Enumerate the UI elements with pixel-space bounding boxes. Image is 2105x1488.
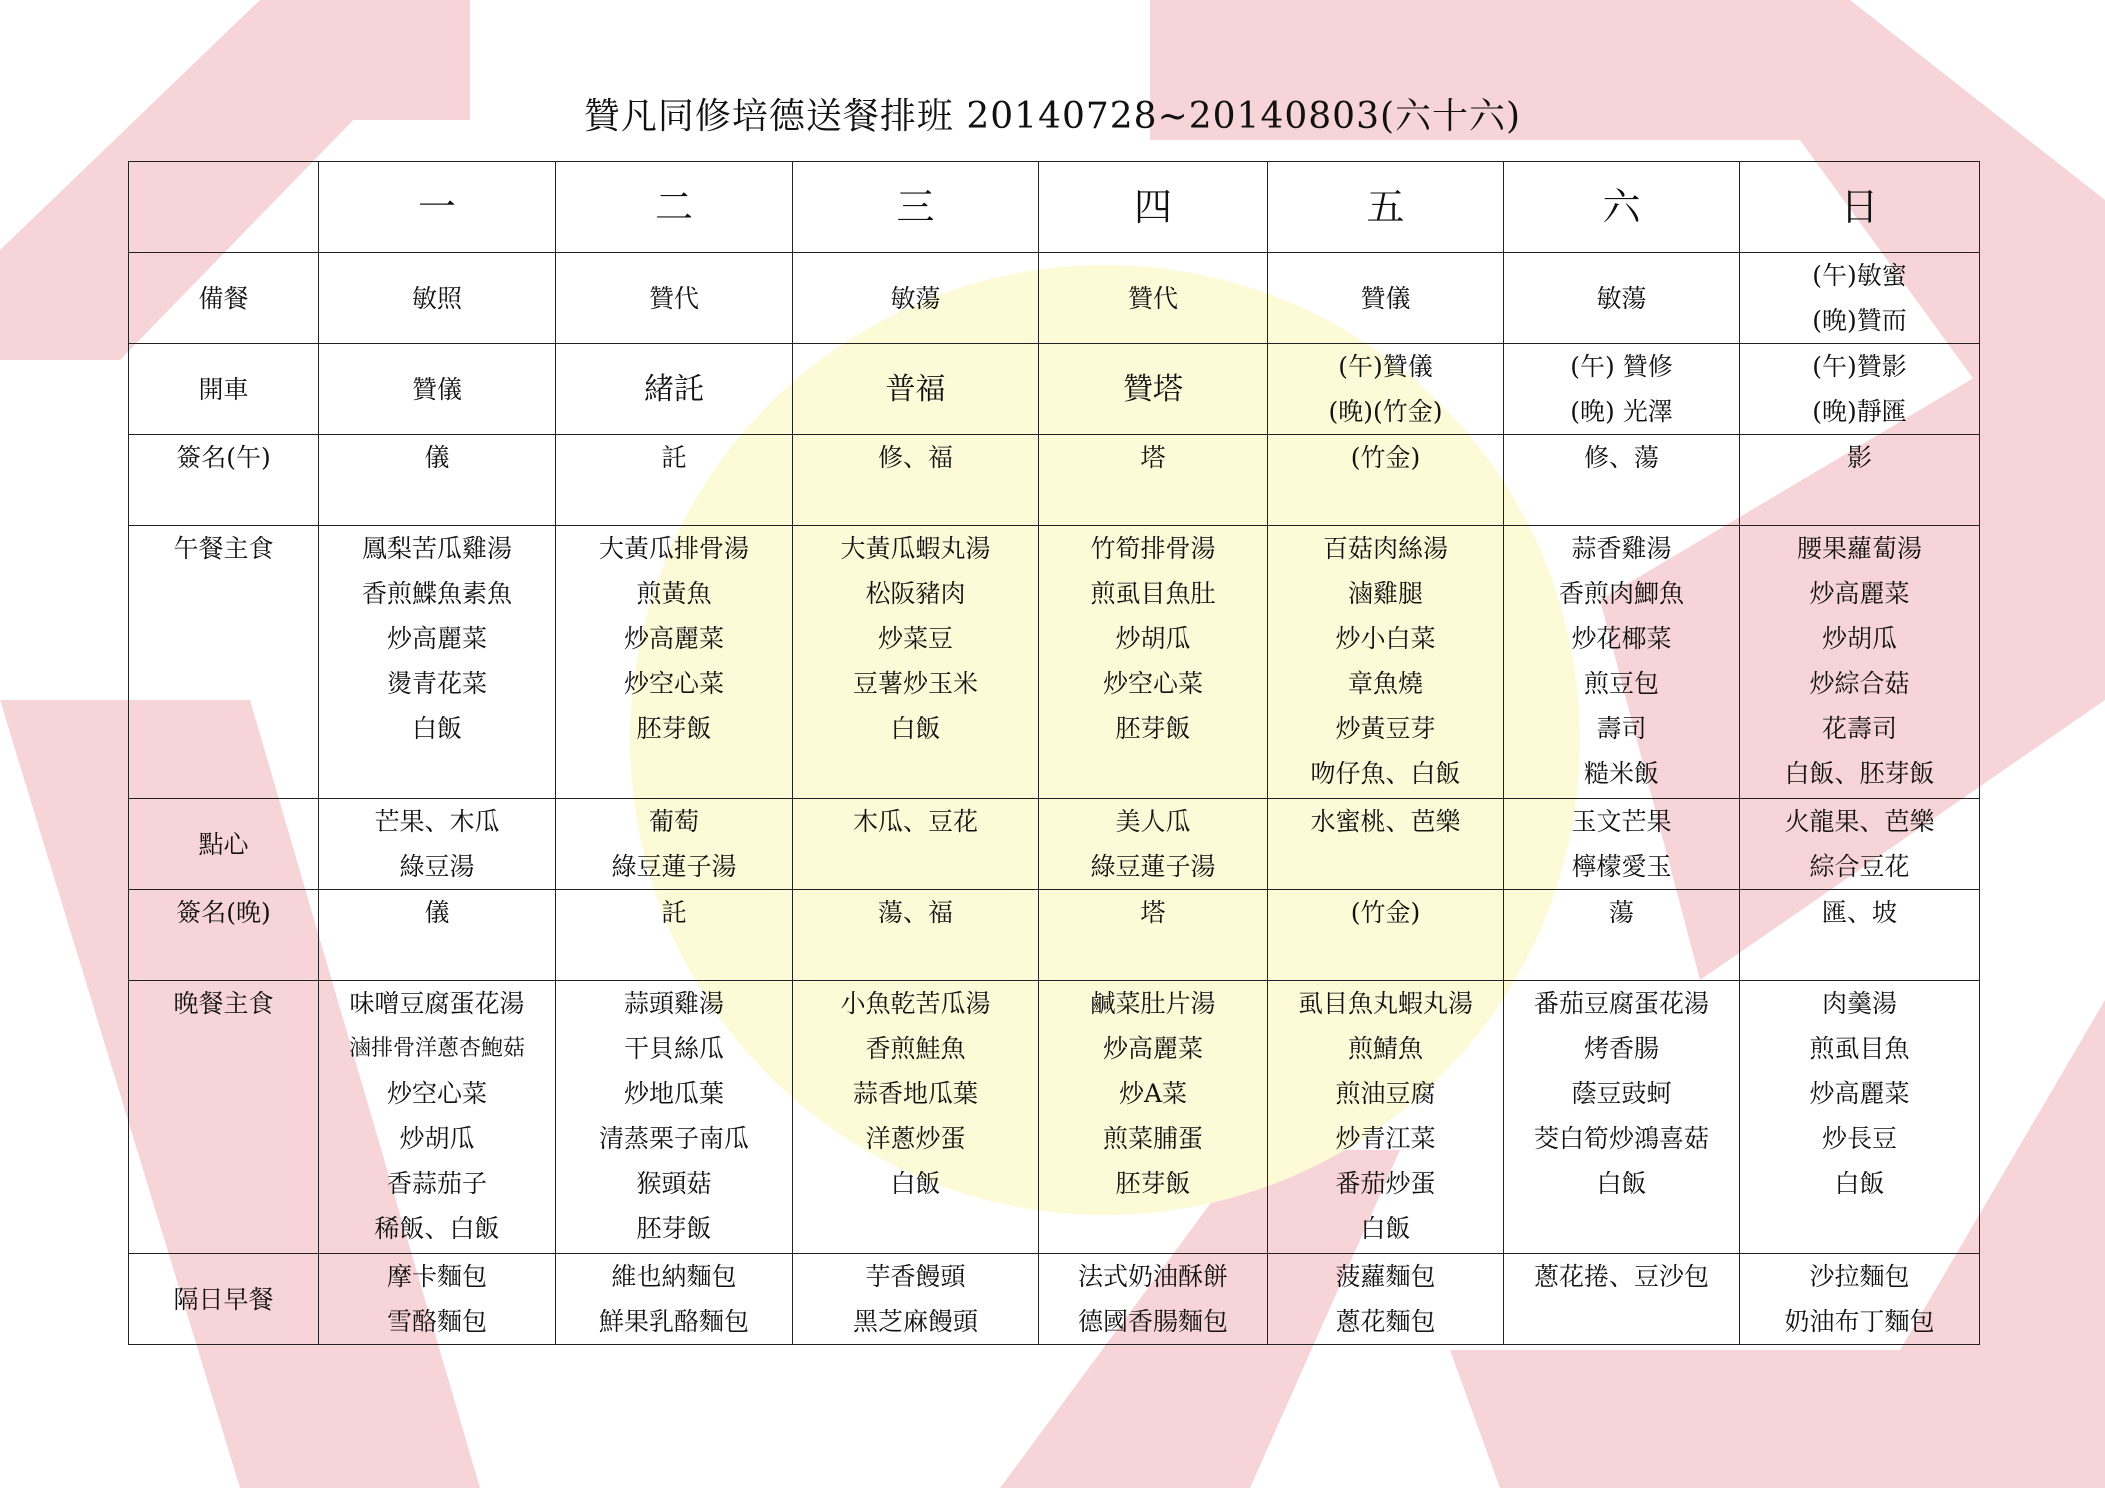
menu-item: 胚芽飯 bbox=[1115, 1169, 1191, 1198]
menu-item: 番茄豆腐蛋花湯 bbox=[1533, 989, 1709, 1018]
breakfast-cell bbox=[319, 1254, 556, 1345]
row-sign-dinner bbox=[129, 890, 1980, 981]
menu-item: 木瓜、豆花 bbox=[852, 807, 978, 836]
lunch-cell bbox=[1504, 526, 1740, 799]
snack-cell bbox=[556, 799, 793, 890]
menu-item: 鳳梨苦瓜雞湯 bbox=[361, 534, 512, 563]
dinner-cell bbox=[1504, 981, 1740, 1254]
sign-lunch-cell: (竹金) bbox=[1268, 435, 1504, 526]
menu-item: 竹筍排骨湯 bbox=[1090, 534, 1216, 563]
menu-item: 白飯 bbox=[1834, 1169, 1885, 1198]
menu-item: 香蒜茄子 bbox=[386, 1169, 487, 1198]
breakfast-cell bbox=[793, 1254, 1039, 1345]
row-label-sign-lunch: 簽名(午) bbox=[129, 435, 319, 526]
prep-cell bbox=[1039, 253, 1268, 344]
prep-cell bbox=[319, 253, 556, 344]
day-header: 三 bbox=[793, 162, 1039, 253]
prep-cell bbox=[1504, 253, 1740, 344]
dinner-cell bbox=[793, 981, 1039, 1254]
lunch-cell bbox=[1039, 526, 1268, 799]
menu-item: 炒胡瓜 bbox=[1821, 624, 1897, 653]
snack-cell bbox=[319, 799, 556, 890]
day-header: 二 bbox=[556, 162, 793, 253]
row-label-drive: 開車 bbox=[129, 344, 319, 435]
menu-item: 胚芽飯 bbox=[636, 1214, 712, 1243]
sign-dinner-cell: 蕩、福 bbox=[793, 890, 1039, 981]
menu-item: 煎鯖魚 bbox=[1347, 1034, 1423, 1063]
cell-line: 緒託 bbox=[644, 371, 704, 407]
row-snack bbox=[129, 799, 1980, 890]
row-label-snack: 點心 bbox=[129, 799, 319, 890]
breakfast-cell bbox=[1740, 1254, 1980, 1345]
menu-item: 炒地瓜葉 bbox=[623, 1079, 724, 1108]
cell-line: 敏蕩 bbox=[1596, 283, 1647, 313]
menu-item: 煎虱目魚 bbox=[1809, 1034, 1910, 1063]
cell-line: 贊代 bbox=[648, 283, 699, 313]
menu-item: 沙拉麵包 bbox=[1809, 1262, 1910, 1291]
menu-item: 燙青花菜 bbox=[386, 669, 487, 698]
menu-item: 胚芽飯 bbox=[636, 714, 712, 743]
menu-item: 糙米飯 bbox=[1583, 759, 1659, 788]
menu-item: 炒青江菜 bbox=[1335, 1124, 1436, 1153]
menu-item: 味噌豆腐蛋花湯 bbox=[349, 989, 525, 1018]
day-header: 六 bbox=[1504, 162, 1740, 253]
menu-item: 炒胡瓜 bbox=[399, 1124, 475, 1153]
drive-cell bbox=[1039, 344, 1268, 435]
menu-item: 炒A菜 bbox=[1118, 1079, 1188, 1108]
menu-item: 烤香腸 bbox=[1583, 1034, 1659, 1063]
lunch-cell bbox=[319, 526, 556, 799]
sign-lunch-cell: 修、蕩 bbox=[1504, 435, 1740, 526]
snack-cell bbox=[1268, 799, 1504, 890]
menu-item: 茭白筍炒鴻喜菇 bbox=[1533, 1124, 1709, 1153]
corner-cell bbox=[129, 162, 319, 253]
menu-item: 蒜香雞湯 bbox=[1571, 534, 1672, 563]
menu-item: 大黃瓜蝦丸湯 bbox=[840, 534, 991, 563]
cell-line: (晚)贊而 bbox=[1812, 306, 1907, 335]
menu-item: 白飯 bbox=[411, 714, 462, 743]
menu-item: 白飯 bbox=[1360, 1214, 1411, 1243]
snack-cell bbox=[1504, 799, 1740, 890]
menu-item: 芋香饅頭 bbox=[865, 1262, 966, 1291]
menu-item: 摩卡麵包 bbox=[386, 1262, 487, 1291]
menu-item: 干貝絲瓜 bbox=[623, 1034, 724, 1063]
prep-cell bbox=[1740, 253, 1980, 344]
dinner-cell bbox=[556, 981, 793, 1254]
cell-line: 普福 bbox=[885, 371, 946, 407]
sign-dinner-cell: 儀 bbox=[319, 890, 556, 981]
prep-cell bbox=[1268, 253, 1504, 344]
cell-line: 贊代 bbox=[1127, 283, 1178, 313]
row-label-lunch: 午餐主食 bbox=[129, 526, 319, 799]
menu-item: 白飯 bbox=[890, 1169, 941, 1198]
menu-item: 小魚乾苦瓜湯 bbox=[840, 989, 991, 1018]
menu-item: 炒菜豆 bbox=[877, 624, 953, 653]
menu-item: 炒長豆 bbox=[1821, 1124, 1897, 1153]
cell-line: 贊儀 bbox=[411, 374, 462, 404]
snack-cell bbox=[1740, 799, 1980, 890]
menu-item: 法式奶油酥餅 bbox=[1077, 1262, 1228, 1291]
menu-item: 炒空心菜 bbox=[623, 669, 724, 698]
menu-item: 菠蘿麵包 bbox=[1335, 1262, 1436, 1291]
row-dinner bbox=[129, 981, 1980, 1254]
sign-lunch-cell: 儀 bbox=[319, 435, 556, 526]
sign-dinner-cell: 託 bbox=[556, 890, 793, 981]
menu-item: 綠豆蓮子湯 bbox=[1090, 852, 1216, 881]
menu-item: 炒綜合菇 bbox=[1809, 669, 1910, 698]
row-label-prep: 備餐 bbox=[129, 253, 319, 344]
breakfast-cell bbox=[1504, 1254, 1740, 1345]
menu-item: 炒高麗菜 bbox=[386, 624, 487, 653]
menu-item: 白飯 bbox=[1596, 1169, 1647, 1198]
drive-cell bbox=[319, 344, 556, 435]
cell-line: (午) 贊修 bbox=[1570, 352, 1673, 381]
day-header: 四 bbox=[1039, 162, 1268, 253]
lunch-cell bbox=[793, 526, 1039, 799]
breakfast-cell bbox=[1039, 1254, 1268, 1345]
menu-item: 腰果蘿蔔湯 bbox=[1796, 534, 1922, 563]
menu-item: 花壽司 bbox=[1821, 714, 1897, 743]
sign-dinner-cell: 匯、坡 bbox=[1740, 890, 1980, 981]
cell-line: (晚)靜匯 bbox=[1812, 397, 1907, 426]
menu-item: 香煎鮭魚 bbox=[865, 1034, 966, 1063]
menu-item: 稀飯、白飯 bbox=[374, 1214, 500, 1243]
menu-item: 煎油豆腐 bbox=[1335, 1079, 1436, 1108]
menu-item: 壽司 bbox=[1596, 714, 1647, 743]
menu-item: 美人瓜 bbox=[1115, 807, 1191, 836]
dinner-cell bbox=[1039, 981, 1268, 1254]
drive-cell bbox=[1740, 344, 1980, 435]
menu-item: 吻仔魚、白飯 bbox=[1310, 759, 1461, 788]
sign-lunch-cell: 修、福 bbox=[793, 435, 1039, 526]
menu-item: 清蒸栗子南瓜 bbox=[598, 1124, 749, 1153]
menu-item: 煎菜脯蛋 bbox=[1102, 1124, 1203, 1153]
drive-cell bbox=[1504, 344, 1740, 435]
lunch-cell bbox=[1268, 526, 1504, 799]
cell-line: (晚) 光澤 bbox=[1570, 397, 1673, 426]
menu-item: 洋蔥炒蛋 bbox=[865, 1124, 966, 1153]
prep-cell bbox=[556, 253, 793, 344]
sign-dinner-cell: (竹金) bbox=[1268, 890, 1504, 981]
schedule-table bbox=[128, 161, 1980, 1345]
menu-item: 蔭豆豉蚵 bbox=[1571, 1079, 1672, 1108]
menu-item: 滷雞腿 bbox=[1347, 579, 1423, 608]
dinner-cell bbox=[319, 981, 556, 1254]
row-days bbox=[129, 162, 1980, 253]
cell-line: (午)贊儀 bbox=[1338, 352, 1433, 381]
menu-item: 香煎鰈魚素魚 bbox=[361, 579, 512, 608]
breakfast-cell bbox=[556, 1254, 793, 1345]
menu-item: 炒空心菜 bbox=[386, 1079, 487, 1108]
sign-dinner-cell: 蕩 bbox=[1504, 890, 1740, 981]
menu-item: 蔥花麵包 bbox=[1335, 1307, 1436, 1336]
menu-item: 葡萄 bbox=[648, 807, 699, 836]
menu-item: 百菇肉絲湯 bbox=[1322, 534, 1448, 563]
sign-dinner-cell: 塔 bbox=[1039, 890, 1268, 981]
menu-item: 雪酪麵包 bbox=[386, 1307, 487, 1336]
cell-line: 贊塔 bbox=[1123, 371, 1183, 407]
menu-item: 章魚燒 bbox=[1347, 669, 1423, 698]
drive-cell bbox=[556, 344, 793, 435]
menu-item: 鮮果乳酪麵包 bbox=[598, 1307, 749, 1336]
menu-item: 鹹菜肚片湯 bbox=[1090, 989, 1216, 1018]
breakfast-cell bbox=[1268, 1254, 1504, 1345]
lunch-cell bbox=[1740, 526, 1980, 799]
menu-item: 蒜頭雞湯 bbox=[623, 989, 724, 1018]
row-breakfast bbox=[129, 1254, 1980, 1345]
row-sign-lunch bbox=[129, 435, 1980, 526]
menu-item: 德國香腸麵包 bbox=[1077, 1307, 1228, 1336]
sign-lunch-cell: 影 bbox=[1740, 435, 1980, 526]
day-header: 一 bbox=[319, 162, 556, 253]
menu-item: 蔥花捲、豆沙包 bbox=[1533, 1262, 1709, 1291]
menu-item: 芒果、木瓜 bbox=[374, 807, 500, 836]
snack-cell bbox=[1039, 799, 1268, 890]
drive-cell bbox=[1268, 344, 1504, 435]
menu-item: 大黃瓜排骨湯 bbox=[598, 534, 749, 563]
menu-item: 煎豆包 bbox=[1583, 669, 1659, 698]
day-header: 五 bbox=[1268, 162, 1504, 253]
menu-item: 番茄炒蛋 bbox=[1335, 1169, 1436, 1198]
menu-item: 松阪豬肉 bbox=[865, 579, 966, 608]
menu-item: 檸檬愛玉 bbox=[1571, 852, 1672, 881]
menu-item: 胚芽飯 bbox=[1115, 714, 1191, 743]
menu-item: 虱目魚丸蝦丸湯 bbox=[1297, 989, 1473, 1018]
lunch-cell bbox=[556, 526, 793, 799]
cell-line: 敏蕩 bbox=[890, 283, 941, 313]
menu-item: 肉羹湯 bbox=[1821, 989, 1897, 1018]
menu-item: 猴頭菇 bbox=[636, 1169, 712, 1198]
menu-item: 煎虱目魚肚 bbox=[1090, 579, 1216, 608]
menu-item: 綠豆蓮子湯 bbox=[611, 852, 737, 881]
row-label-dinner: 晚餐主食 bbox=[129, 981, 319, 1254]
menu-item: 玉文芒果 bbox=[1571, 807, 1672, 836]
menu-item: 炒高麗菜 bbox=[1809, 1079, 1910, 1108]
menu-item: 白飯 bbox=[890, 714, 941, 743]
menu-item: 黑芝麻饅頭 bbox=[852, 1307, 978, 1336]
row-prep bbox=[129, 253, 1980, 344]
cell-line: (午)贊影 bbox=[1812, 352, 1907, 381]
menu-item: 奶油布丁麵包 bbox=[1784, 1307, 1935, 1336]
menu-item: 火龍果、芭樂 bbox=[1784, 807, 1935, 836]
cell-line: 贊儀 bbox=[1360, 283, 1411, 313]
menu-item: 維也納麵包 bbox=[611, 1262, 737, 1291]
menu-item: 煎黃魚 bbox=[636, 579, 712, 608]
sign-lunch-cell: 塔 bbox=[1039, 435, 1268, 526]
menu-item: 白飯、胚芽飯 bbox=[1784, 759, 1935, 788]
menu-item: 炒高麗菜 bbox=[1102, 1034, 1203, 1063]
day-header: 日 bbox=[1740, 162, 1980, 253]
row-lunch bbox=[129, 526, 1980, 799]
menu-item: 炒胡瓜 bbox=[1115, 624, 1191, 653]
menu-item: 炒花椰菜 bbox=[1571, 624, 1672, 653]
sign-lunch-cell: 託 bbox=[556, 435, 793, 526]
drive-cell bbox=[793, 344, 1039, 435]
menu-item: 香煎肉鯽魚 bbox=[1558, 579, 1684, 608]
page-title: 贊凡同修培德送餐排班 20140728~20140803(六十六) bbox=[583, 96, 1522, 137]
cell-line: (晚)(竹金) bbox=[1328, 397, 1443, 426]
menu-item: 綠豆湯 bbox=[399, 852, 475, 881]
row-label-breakfast: 隔日早餐 bbox=[129, 1254, 319, 1345]
menu-item: 滷排骨洋蔥杏鮑菇 bbox=[348, 1036, 525, 1061]
menu-item: 炒小白菜 bbox=[1335, 624, 1436, 653]
menu-item: 豆薯炒玉米 bbox=[852, 669, 978, 698]
row-label-sign-dinner: 簽名(晚) bbox=[129, 890, 319, 981]
menu-item: 蒜香地瓜葉 bbox=[852, 1079, 978, 1108]
dinner-cell bbox=[1268, 981, 1504, 1254]
row-drive bbox=[129, 344, 1980, 435]
cell-line: (午)敏蜜 bbox=[1812, 261, 1907, 290]
menu-item: 炒高麗菜 bbox=[623, 624, 724, 653]
prep-cell bbox=[793, 253, 1039, 344]
menu-item: 炒黃豆芽 bbox=[1335, 714, 1436, 743]
snack-cell bbox=[793, 799, 1039, 890]
menu-item: 水蜜桃、芭樂 bbox=[1310, 807, 1461, 836]
menu-item: 炒高麗菜 bbox=[1809, 579, 1910, 608]
cell-line: 敏照 bbox=[411, 283, 462, 313]
menu-item: 炒空心菜 bbox=[1102, 669, 1203, 698]
dinner-cell bbox=[1740, 981, 1980, 1254]
menu-item: 綜合豆花 bbox=[1809, 852, 1910, 881]
